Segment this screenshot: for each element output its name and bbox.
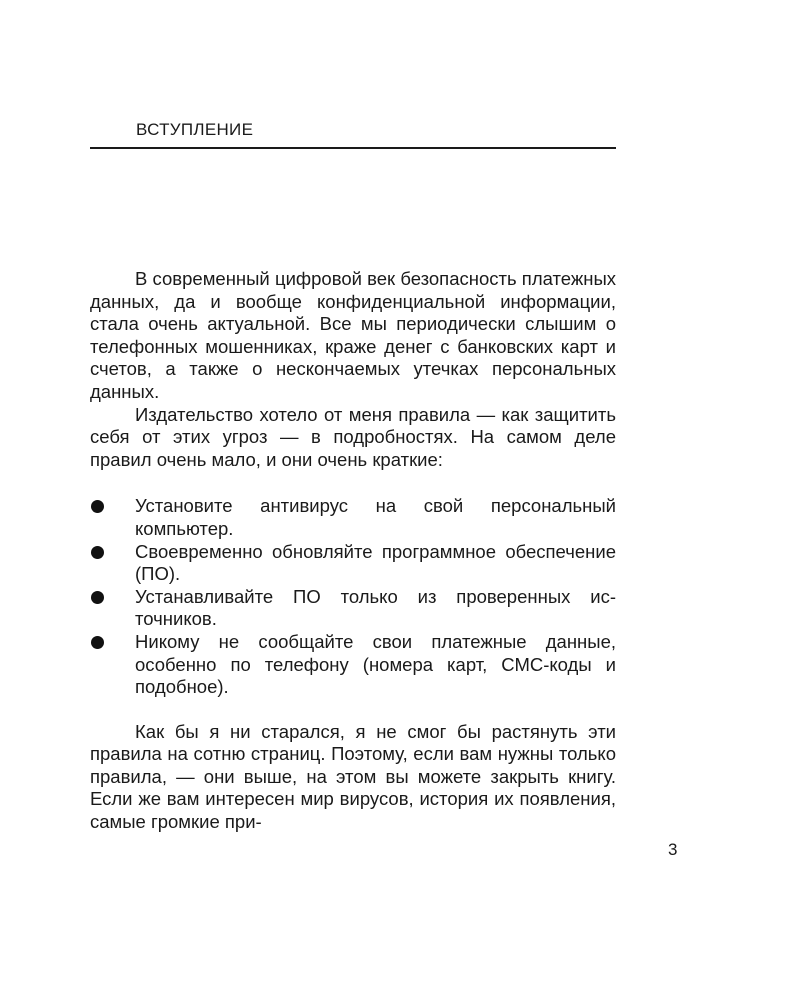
paragraph-1: В современный цифровой век безопасность платежных данных, да и вообще конфиденциальной информации, стала очень актуальной. Все мы периодически слышим о телефонных мошенниках, краже денег с банковских карт и счетов, а также о нескончаемых утечках персональных данных. (90, 268, 616, 402)
paragraph-3: Как бы я ни старался, я не смог бы растянуть эти правила на сотню страниц. Поэтому, если вам нужны только правила, — они выше, на этом вы можете закрыть книгу. Если же вам интересен мир вирусов, история их появления, самые громкие при- (90, 720, 616, 833)
list-item (90, 495, 616, 540)
bullet-dot-icon (91, 636, 104, 649)
bullet-dot-icon (91, 591, 104, 604)
bullet-dot-icon (91, 500, 104, 513)
list-item (90, 541, 616, 586)
list-item-text: Установите антивирус на свой персональный компьютер. (135, 495, 616, 539)
chapter-title: ВСТУПЛЕНИЕ (136, 120, 254, 139)
body-text (90, 268, 616, 834)
page-number: 3 (668, 840, 678, 859)
title-divider (90, 147, 616, 149)
paragraph-2: Издательство хотело от меня правила — как защитить себя от этих угроз — в подробностях. На самом деле правил очень мало, и они очень краткие: (90, 403, 616, 470)
list-item-text: Устанавливайте ПО только из проверенных источников. (135, 585, 616, 630)
list-item-text: Никому не сообщайте свои платежные данные, особенно по телефону (номера карт, СМС-коды и подобное). (135, 630, 616, 698)
list-item (90, 586, 616, 631)
list-item (90, 631, 616, 699)
list-item-text: Своевременно обновляйте программное обеспечение (ПО). (135, 540, 616, 585)
rules-list (90, 495, 616, 698)
bullet-dot-icon (91, 546, 104, 559)
